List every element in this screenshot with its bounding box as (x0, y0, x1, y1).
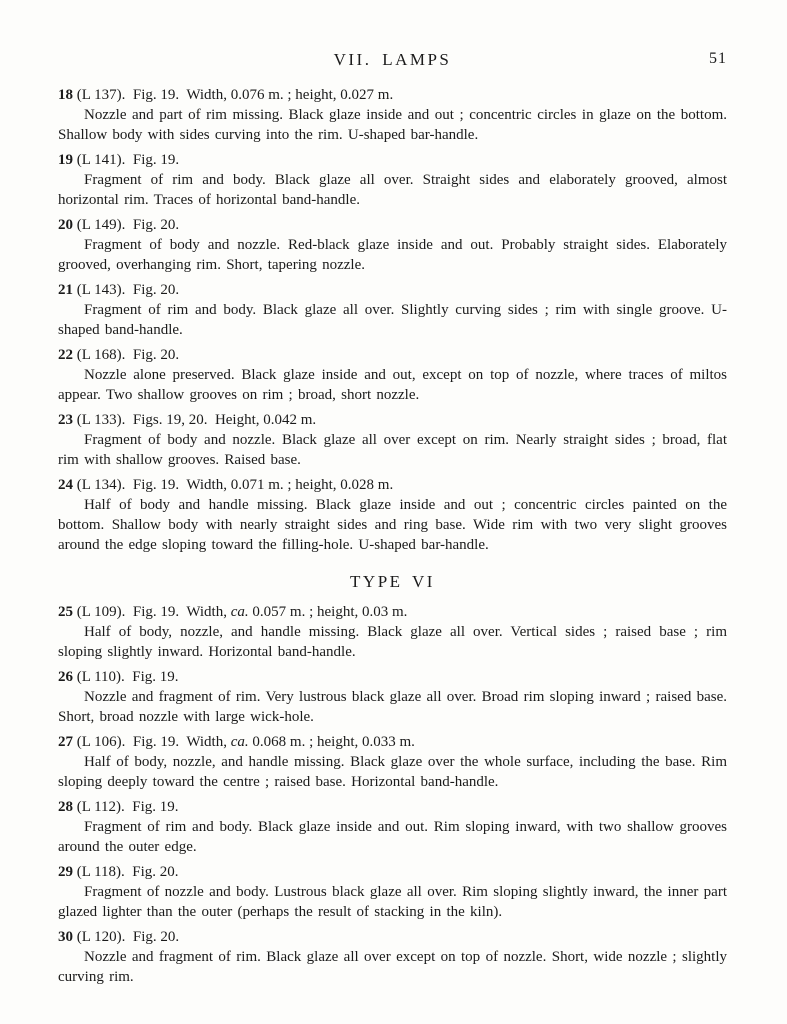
catalog-entry (58, 85, 727, 145)
entry-heading (58, 927, 727, 947)
entry-heading (58, 345, 727, 365)
entry-heading (58, 85, 727, 105)
catalog-entry (58, 215, 727, 275)
entry-detail: 0.068 m. ; height, 0.033 m. (248, 734, 415, 750)
catalog-entry (58, 667, 727, 727)
catalog-entry (58, 345, 727, 405)
entry-description: Nozzle and fragment of rim. Black glaze all over except on top of nozzle. Short, wide nozzle ; slightly curving rim. (58, 949, 727, 985)
catalog-entry (58, 410, 727, 470)
entry-detail: (L 134). Fig. 19. Width, 0.071 m. ; height, 0.028 m. (76, 477, 394, 493)
entry-number: 20 (58, 217, 73, 233)
entry-description: Nozzle and part of rim missing. Black glaze inside and out ; concentric circles in glaze on the bottom. Shallow body with sides curving into the rim. U-shaped bar-handle. (58, 107, 727, 143)
entry-detail: (L 141). Fig. 19. (76, 152, 180, 168)
entry-number: 27 (58, 734, 73, 750)
entry-heading (58, 215, 727, 235)
entry-number: 18 (58, 87, 73, 103)
entry-heading (58, 410, 727, 430)
entry-number: 26 (58, 669, 73, 685)
entry-description: Fragment of nozzle and body. Lustrous black glaze all over. Rim sloping slightly inward, the inner part glazed lighter than the outer (perhaps the result of stacking in the kiln). (58, 884, 727, 920)
entry-detail: (L 110). Fig. 19. (76, 669, 179, 685)
entry-heading (58, 732, 727, 752)
entry-number: 24 (58, 477, 73, 493)
entry-detail-italic: ca. (230, 604, 249, 620)
entry-detail: (L 118). Fig. 20. (76, 864, 179, 880)
entry-number: 29 (58, 864, 73, 880)
entry-heading (58, 797, 727, 817)
page-header (58, 50, 727, 72)
entry-description: Fragment of rim and body. Black glaze all over. Straight sides and elaborately grooved, almost horizontal rim. Traces of horizontal band-handle. (58, 172, 727, 208)
entry-detail: (L 137). Fig. 19. Width, 0.076 m. ; height, 0.027 m. (76, 87, 394, 103)
entry-heading (58, 602, 727, 622)
page-number: 51 (709, 50, 727, 67)
entry-description: Fragment of rim and body. Black glaze all over. Slightly curving sides ; rim with single groove. U-shaped band-handle. (58, 302, 727, 338)
entry-detail: (L 168). Fig. 20. (76, 347, 180, 363)
entry-detail: (L 149). Fig. 20. (76, 217, 180, 233)
catalog-entry (58, 862, 727, 922)
entry-number: 23 (58, 412, 73, 428)
catalog-entry (58, 927, 727, 987)
catalog-entry (58, 797, 727, 857)
entry-number: 25 (58, 604, 73, 620)
entry-detail: (L 120). Fig. 20. (76, 929, 180, 945)
entry-number: 28 (58, 799, 73, 815)
entry-description: Fragment of rim and body. Black glaze inside and out. Rim sloping inward, with two shallow grooves around the outer edge. (58, 819, 727, 855)
entry-heading (58, 667, 727, 687)
catalog-entry (58, 732, 727, 792)
catalog-content (58, 85, 727, 987)
entry-description: Nozzle alone preserved. Black glaze inside and out, except on top of nozzle, where traces of miltos appear. Two shallow grooves on rim ; broad, short nozzle. (58, 367, 727, 403)
entry-description: Fragment of body and nozzle. Red-black glaze inside and out. Probably straight sides. Elaborately grooved, overhanging rim. Short, tapering nozzle. (58, 237, 727, 273)
catalog-entry (58, 150, 727, 210)
entry-description: Half of body, nozzle, and handle missing. Black glaze over the whole surface, including the base. Rim sloping deeply toward the centre ; raised base. Horizontal band-handle. (58, 754, 727, 790)
entry-number: 19 (58, 152, 73, 168)
entry-detail-italic: ca. (230, 734, 249, 750)
catalog-entry (58, 475, 727, 555)
entry-detail: (L 133). Figs. 19, 20. Height, 0.042 m. (76, 412, 317, 428)
running-title: VII. LAMPS (333, 50, 452, 69)
entry-heading (58, 475, 727, 495)
entry-detail: 0.057 m. ; height, 0.03 m. (248, 604, 408, 620)
entry-description: Nozzle and fragment of rim. Very lustrous black glaze all over. Broad rim sloping inward ; raised base. Short, broad nozzle with large wick-hole. (58, 689, 727, 725)
entry-description: Half of body, nozzle, and handle missing. Black glaze all over. Vertical sides ; raised base ; rim sloping slightly inward. Horizontal band-handle. (58, 624, 727, 660)
entry-description: Half of body and handle missing. Black glaze inside and out ; concentric circles painted on the bottom. Shallow body with nearly straight sides and ring base. Wide rim with two very slight grooves around the edge sloping toward the filling-hole. U-shaped bar-handle. (58, 497, 727, 553)
entry-number: 21 (58, 282, 73, 298)
entry-number: 30 (58, 929, 73, 945)
entry-detail: (L 106). Fig. 19. Width, (76, 734, 231, 750)
entry-heading (58, 150, 727, 170)
entry-heading (58, 862, 727, 882)
catalog-entry (58, 602, 727, 662)
entry-heading (58, 280, 727, 300)
entry-detail: (L 109). Fig. 19. Width, (76, 604, 231, 620)
entry-number: 22 (58, 347, 73, 363)
entry-description: Fragment of body and nozzle. Black glaze all over except on rim. Nearly straight sides ; broad, flat rim with shallow grooves. Raised base. (58, 432, 727, 468)
entry-detail: (L 112). Fig. 19. (76, 799, 179, 815)
catalog-entry (58, 280, 727, 340)
section-heading: TYPE VI (350, 572, 435, 591)
entry-detail: (L 143). Fig. 20. (76, 282, 180, 298)
